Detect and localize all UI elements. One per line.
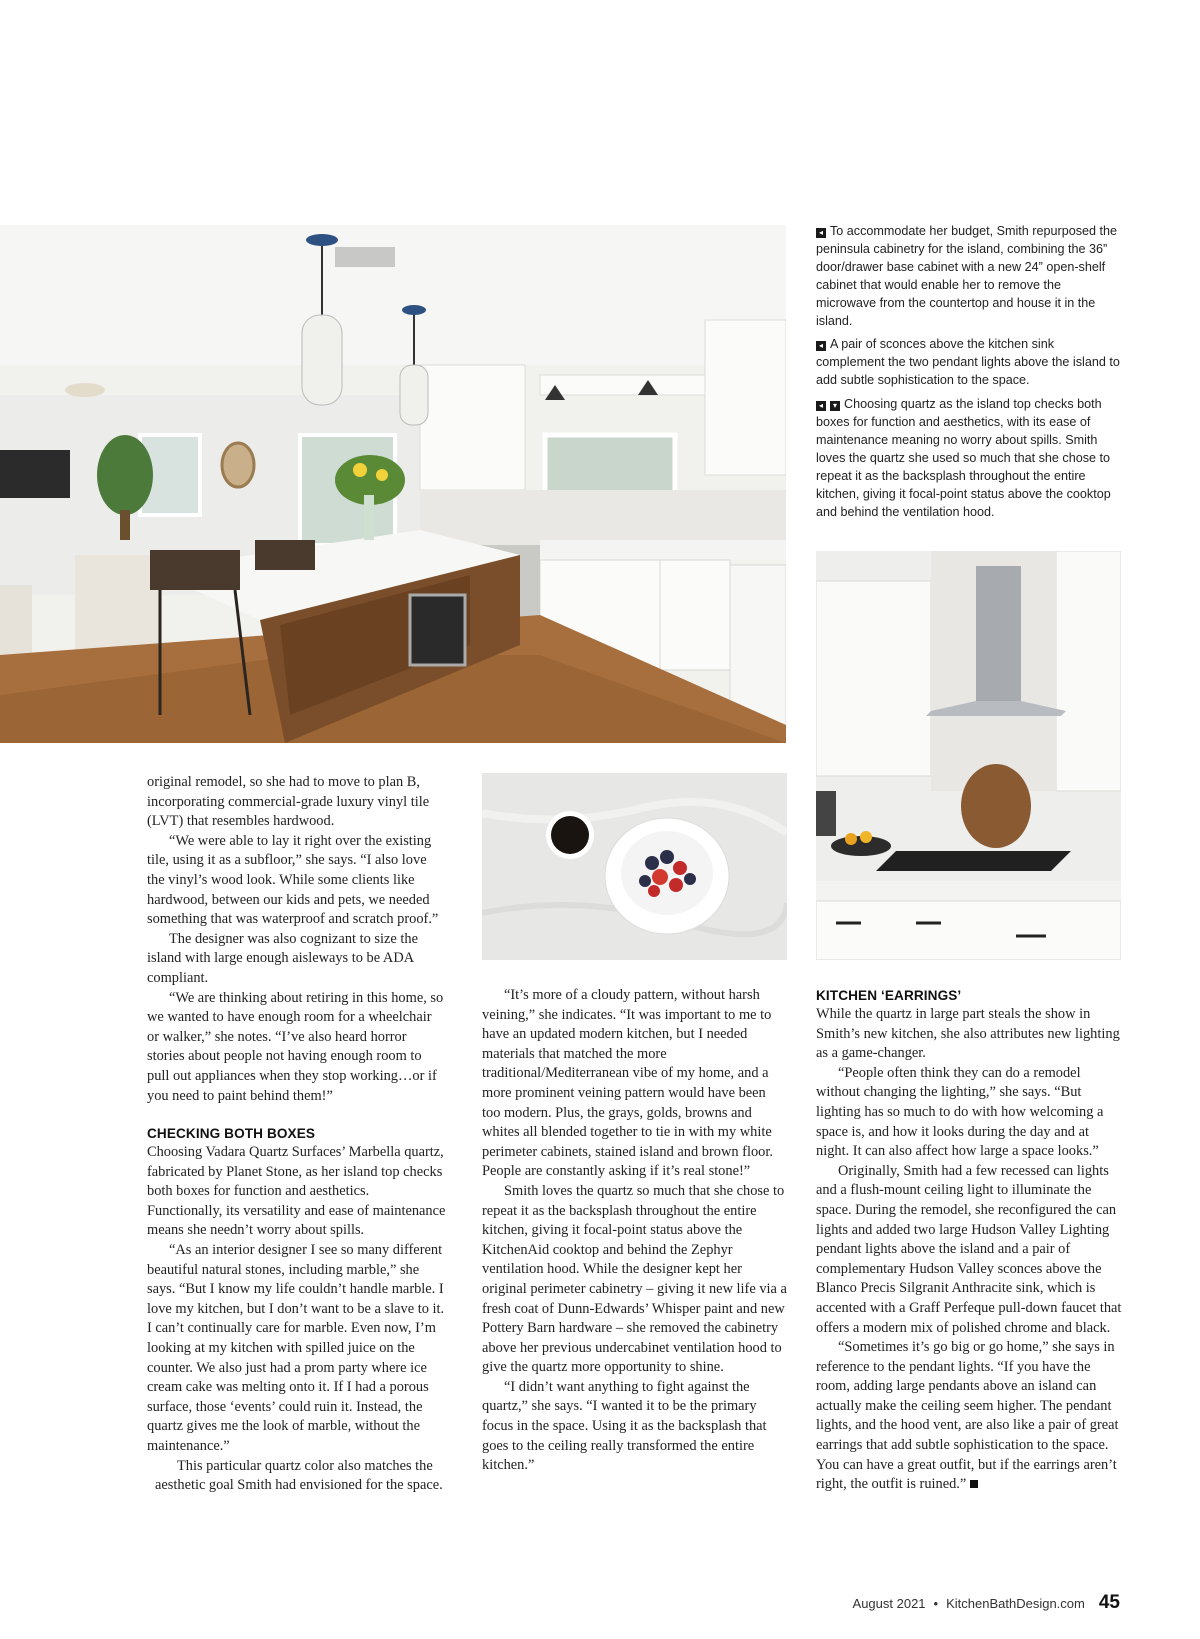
caption-text: A pair of sconces above the kitchen sink complement the two pendant lights above the island to add subtle sophistication to the space. [816, 337, 1120, 388]
paragraph-text: “Sometimes it’s go big or go home,” she says in reference to the pendant lights. “If you have the room, adding large pendants above an island can actually make the ceiling seem higher. The pendant lights, and the hood vent, are also like a pair of great earrings that add subtle sophistication to the space. You can have a great outfit, but if the earrings aren’t right, the outfit is ruined.” [816, 1339, 1119, 1493]
caption-text: To accommodate her budget, Smith repurposed the peninsula cabinetry for the island, combining the 36” door/drawer base cabinet with a new 24” open-shelf cabinet that would enable her to remove the microwave from the countertop and house it in the island. [816, 224, 1118, 328]
paragraph: The designer was also cognizant to size the island with large enough aisleways to be ADA compliant. [147, 930, 418, 986]
article-column-2 [482, 986, 787, 1476]
kitchen-island-photo [0, 225, 786, 743]
page-footer [853, 1592, 1120, 1614]
arrow-left-icon: ◂ [816, 341, 826, 351]
paragraph-final [816, 1338, 1122, 1495]
arrow-left-icon: ◂ [816, 401, 826, 411]
paragraph: While the quartz in large part steals the show in Smith’s new kitchen, she also attributes new lighting as a game-changer. [816, 1006, 1120, 1062]
caption-island [816, 223, 1122, 330]
caption-sconces [816, 336, 1122, 390]
section-heading: CHECKING BOTH BOXES [147, 1126, 316, 1142]
issue-date: August 2021 [852, 1596, 926, 1611]
quartz-breakfast-photo [482, 773, 787, 960]
paragraph: “People often think they can do a remodel without changing the lighting,” she says. “But lighting has so much to do with how welcoming a space is, and how it looks during the day and at night. It can also affect how large a space looks.” [816, 1064, 1104, 1160]
article-column-3 [816, 986, 1122, 1495]
paragraph: original remodel, so she had to move to plan B, incorporating commercial-grade luxury vinyl tile (LVT) that resembles hardwood. [147, 774, 430, 830]
arrow-down-icon: ▾ [830, 401, 840, 411]
footer-separator: • [933, 1596, 939, 1611]
caption-text: Choosing quartz as the island top checks both boxes for function and aesthetics, with its ease of maintenance meaning no worry about spills. Smith loves the quartz she used so much that she chose to repeat it as the backsplash throughout the entire kitchen, giving it focal-point status above the cooktop and behind the ventilation hood. [816, 397, 1111, 519]
paragraph: “We are thinking about retiring in this home, so we wanted to have enough room for a wheelchair or walker,” she notes. “I’ve also heard horror stories about people not having enough room to pull out appliances when they stop working…or if you need to paint behind them!” [147, 989, 444, 1104]
paragraph: Smith loves the quartz so much that she chose to repeat it as the backsplash throughout the entire kitchen, giving it focal-point status above the KitchenAid cooktop and behind the Zephyr ventilation hood. While the designer kept her original perimeter cabinetry – giving it new life via a fresh coat of Dunn-Edwards’ Whisper paint and new Pottery Barn hardware – she removed the cabinetry above her previous undercabinet ventilation hood to give the quartz more opportunity to shine. [482, 1182, 787, 1376]
paragraph: “It’s more of a cloudy pattern, without harsh veining,” she indicates. “It was important to me to have an updated modern kitchen, but I needed materials that matched the more traditional/Mediterranean vibe of my home, and a more prominent veining pattern would have been too modern. Plus, the grays, golds, browns and whites all blended together to tie in with my white perimeter cabinets, stained island and brown floor. People are constantly asking if it’s real stone!” [482, 987, 773, 1180]
section-heading: KITCHEN ‘EARRINGS’ [816, 988, 962, 1003]
end-mark-icon [970, 1480, 978, 1488]
paragraph: “We were able to lay it right over the existing tile, using it as a subfloor,” she says. “I also love the vinyl’s wood look. While some clients like hardwood, between our kids and pets, we needed something that was waterproof and scratch proof.” [147, 832, 439, 928]
cooktop-hood-photo [816, 551, 1121, 960]
page-number: 45 [1098, 1592, 1120, 1613]
article-column-1 [147, 773, 447, 1496]
arrow-left-icon: ◂ [816, 228, 826, 238]
website: KitchenBathDesign.com [946, 1596, 1085, 1611]
paragraph: “I didn’t want anything to fight against the quartz,” she says. “I wanted it to be the primary focus in the space. Using it as the backsplash that goes to the ceiling really transformed the entire kitchen.” [482, 1378, 767, 1474]
photo-captions [816, 223, 1122, 528]
paragraph: This particular quartz color also matches the aesthetic goal Smith had envisioned for the space. [155, 1457, 443, 1494]
paragraph: Choosing Vadara Quartz Surfaces’ Marbella quartz, fabricated by Planet Stone, as her island top checks both boxes for function and aesthetics. Functionally, its versatility and ease of maintenance means she needn’t worry about spills. [147, 1144, 446, 1239]
caption-quartz [816, 396, 1122, 521]
paragraph: Originally, Smith had a few recessed can lights and a flush-mount ceiling light to illuminate the space. During the remodel, she reconfigured the can lights and added two large Hudson Valley Lighting pendant lights above the island and a pair of complementary Hudson Valley sconces above the Blanco Precis Silgranit Anthracite sink, which is accented with a Graff Perfeque pull-down faucet that offers a modern mix of polished chrome and black. [816, 1162, 1122, 1336]
paragraph: “As an interior designer I see so many different beautiful natural stones, including marble,” she says. “But I know my life couldn’t handle marble. I love my kitchen, but I don’t want to be a slave to it. I can’t continually care for marble. Even now, I’m looking at my kitchen with spilled juice on the counter. We also just had a prom party where ice cream cake was melting onto it. If I had a porous surface, those ‘events’ could ruin it. Instead, the quartz gives me the look of marble, without the maintenance.” [147, 1242, 445, 1454]
